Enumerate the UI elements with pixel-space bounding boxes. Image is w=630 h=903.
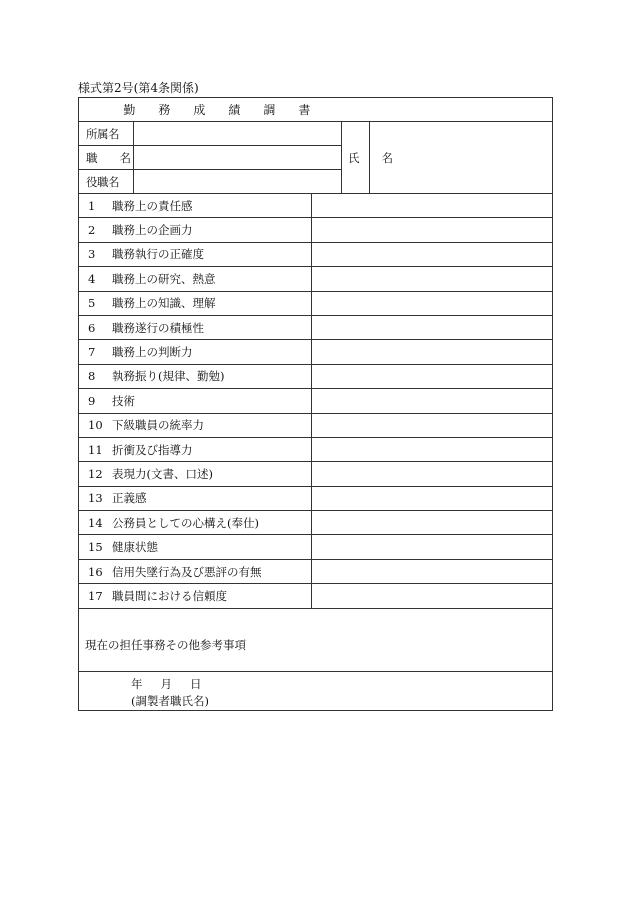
position-field[interactable] bbox=[134, 146, 342, 170]
evaluation-field[interactable] bbox=[312, 559, 553, 583]
evaluation-item-row: 7 職務上の判断力 bbox=[79, 340, 553, 364]
evaluation-field[interactable] bbox=[312, 462, 553, 486]
evaluation-item-row: 9 技術 bbox=[79, 389, 553, 413]
evaluation-item-row: 2 職務上の企画力 bbox=[79, 218, 553, 242]
evaluation-item-row: 6 職務遂行の積極性 bbox=[79, 315, 553, 339]
evaluation-field[interactable] bbox=[312, 511, 553, 535]
evaluation-item-row: 15 健康状態 bbox=[79, 535, 553, 559]
evaluation-field[interactable] bbox=[312, 413, 553, 437]
name-label: 氏 名 bbox=[342, 122, 370, 194]
evaluation-field[interactable] bbox=[312, 315, 553, 339]
evaluation-item-row: 16 信用失墜行為及び悪評の有無 bbox=[79, 559, 553, 583]
evaluation-item-row: 3 職務執行の正確度 bbox=[79, 242, 553, 266]
evaluation-item-row: 8 執務振り(規律、勤勉) bbox=[79, 364, 553, 388]
evaluation-field[interactable] bbox=[312, 242, 553, 266]
evaluation-field[interactable] bbox=[312, 218, 553, 242]
evaluation-field[interactable] bbox=[312, 389, 553, 413]
evaluation-item-row: 10 下級職員の統率力 bbox=[79, 413, 553, 437]
evaluation-field[interactable] bbox=[312, 291, 553, 315]
remarks-row bbox=[79, 608, 553, 671]
evaluation-item-row: 1 職務上の責任感 bbox=[79, 194, 553, 218]
form-title: 勤 務 成 績 調 書 bbox=[123, 103, 312, 117]
evaluation-item-row: 4 職務上の研究、熱意 bbox=[79, 267, 553, 291]
evaluation-field[interactable] bbox=[312, 584, 553, 608]
signature-row bbox=[79, 671, 553, 710]
remarks-label: 現在の担任事務その他参考事項 bbox=[85, 637, 246, 652]
evaluation-item-row: 13 正義感 bbox=[79, 486, 553, 510]
remarks-field[interactable] bbox=[79, 608, 553, 671]
role-field[interactable] bbox=[134, 170, 342, 194]
signature-field[interactable] bbox=[79, 671, 553, 710]
investigator-label: (調製者職氏名) bbox=[131, 693, 209, 708]
title-row bbox=[79, 98, 553, 122]
evaluation-field[interactable] bbox=[312, 194, 553, 218]
evaluation-item-row: 12 表現力(文書、口述) bbox=[79, 462, 553, 486]
evaluation-field[interactable] bbox=[312, 364, 553, 388]
evaluation-field[interactable] bbox=[312, 535, 553, 559]
evaluation-field[interactable] bbox=[312, 486, 553, 510]
affiliation-label: 所属名 bbox=[79, 122, 134, 146]
role-label: 役職名 bbox=[79, 170, 134, 194]
evaluation-item-row: 17 職員間における信頼度 bbox=[79, 584, 553, 608]
evaluation-item-row: 11 折衝及び指導力 bbox=[79, 437, 553, 461]
signature-date: 年 月 日 bbox=[131, 676, 202, 691]
evaluation-form bbox=[78, 97, 553, 711]
form-label: 様式第2号(第4条関係) bbox=[78, 81, 199, 95]
evaluation-item-row: 5 職務上の知識、理解 bbox=[79, 291, 553, 315]
evaluation-field[interactable] bbox=[312, 437, 553, 461]
position-label: 職 名 bbox=[79, 146, 134, 170]
evaluation-item-row: 14 公務員としての心構え(奉仕) bbox=[79, 511, 553, 535]
evaluation-field[interactable] bbox=[312, 267, 553, 291]
affiliation-row bbox=[79, 122, 553, 146]
affiliation-field[interactable] bbox=[134, 122, 342, 146]
name-field[interactable] bbox=[370, 122, 553, 194]
evaluation-field[interactable] bbox=[312, 340, 553, 364]
